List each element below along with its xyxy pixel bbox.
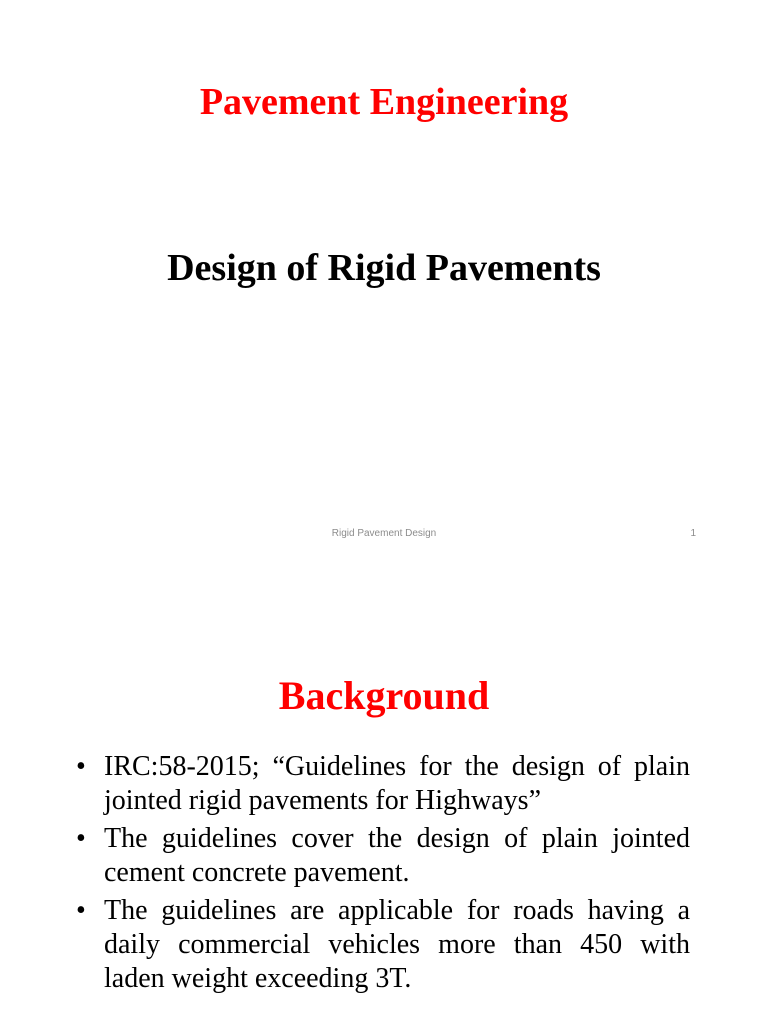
- bullet-text: The guidelines are applicable for roads having a daily commercial vehicles more than 450 with laden weight exceeding 3T.: [104, 895, 690, 994]
- bullet-dot: •: [76, 895, 86, 926]
- section-title: Background: [278, 673, 490, 718]
- slide-footer-text: Rigid Pavement Design: [331, 528, 437, 539]
- course-title: Pavement Engineering: [199, 81, 569, 123]
- bullet-dot: •: [76, 751, 86, 782]
- bullet-item: [76, 750, 690, 818]
- bullet-item: [76, 894, 690, 996]
- bullet-text: The guidelines cover the design of plain jointed cement concrete pavement.: [104, 823, 690, 888]
- slide-page-number: 1: [690, 528, 696, 539]
- bullet-item: [76, 822, 690, 890]
- bullet-dot: •: [76, 823, 86, 854]
- bullet-list: [76, 750, 690, 1000]
- slide-2: [0, 590, 768, 1024]
- deck-title: Design of Rigid Pavements: [167, 247, 601, 289]
- bullet-text: IRC:58-2015; “Guidelines for the design of plain jointed rigid pavements for Highways”: [104, 751, 690, 816]
